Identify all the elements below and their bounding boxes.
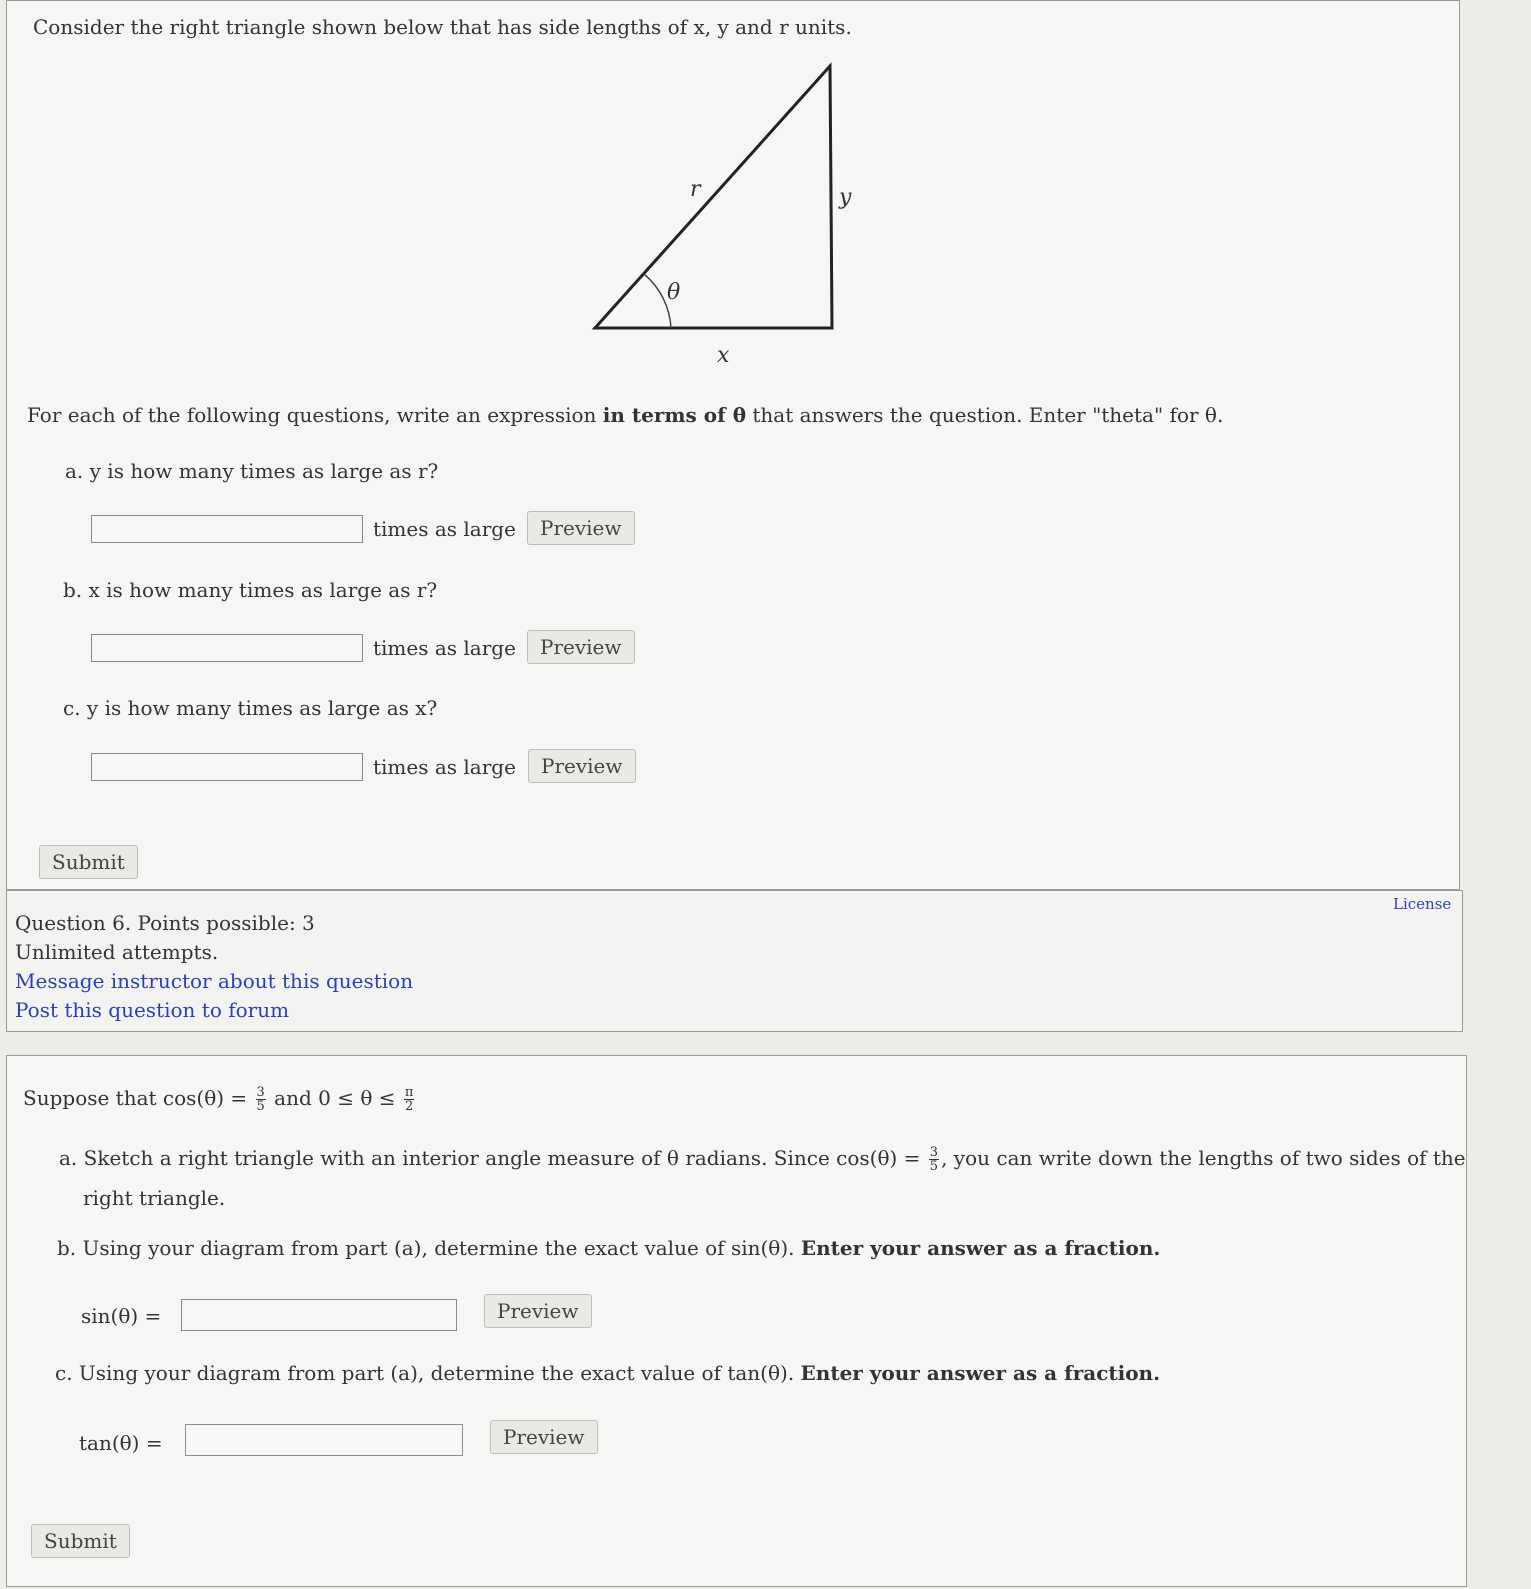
label-r: r [690, 177, 701, 202]
right-triangle-diagram [587, 56, 887, 376]
instructions [27, 403, 1223, 427]
part-a-answer-input[interactable] [91, 515, 363, 543]
submit-button-q6[interactable]: Submit [31, 1524, 130, 1558]
part-a-text-line1 [59, 1146, 1466, 1173]
instructions-pre: For each of the following questions, write an expression [27, 403, 603, 427]
question-intro: Consider the right triangle shown below that has side lengths of x, y and r units. [33, 15, 852, 39]
part-b-suffix: times as large [373, 636, 516, 660]
tan-label: tan(θ) = [79, 1431, 163, 1455]
cos-fraction-num: 3 [256, 1085, 265, 1100]
instructions-post: that answers the question. Enter "theta" for θ. [746, 403, 1224, 427]
question-5-panel [6, 0, 1460, 890]
part-a-suffix: times as large [373, 517, 516, 541]
part-c-answer-input[interactable] [91, 753, 363, 781]
part-b-text-pre: b. Using your diagram from part (a), determine the exact value of sin(θ). [57, 1236, 801, 1260]
license-link[interactable]: License [1393, 895, 1452, 913]
part-a-cos-fraction [929, 1146, 939, 1173]
label-y: y [839, 185, 852, 210]
stem-pre: Suppose that cos(θ) = [23, 1086, 254, 1110]
pi-fraction-den: 2 [405, 1099, 414, 1114]
tan-answer-input[interactable] [185, 1424, 463, 1456]
part-a-cos-fraction-den: 5 [929, 1159, 939, 1174]
part-a-text-line2: right triangle. [83, 1186, 226, 1210]
part-c-suffix: times as large [373, 755, 516, 779]
part-b-text-bold: Enter your answer as a fraction. [800, 1236, 1161, 1260]
part-b-prompt: b. x is how many times as large as r? [63, 578, 438, 602]
cos-fraction [256, 1086, 266, 1113]
part-c-text-pre: c. Using your diagram from part (a), determine the exact value of tan(θ). [55, 1361, 801, 1385]
part-a-text-2: , you can write down the lengths of two sides of the [941, 1146, 1466, 1170]
part-c-text [55, 1361, 1160, 1385]
part-a-text-1: a. Sketch a right triangle with an interior angle measure of θ radians. Since cos(θ) = [59, 1146, 927, 1170]
instructions-bold: in terms of θ [602, 403, 747, 427]
sin-preview-button[interactable]: Preview [484, 1294, 592, 1328]
attempts-text: Unlimited attempts. [15, 940, 219, 964]
part-b-answer-input[interactable] [91, 634, 363, 662]
question-meta-panel [6, 890, 1463, 1032]
tan-preview-button[interactable]: Preview [490, 1420, 598, 1454]
label-x: x [717, 343, 730, 368]
part-a-cos-fraction-num: 3 [929, 1145, 939, 1160]
pi-fraction-num: π [404, 1085, 414, 1100]
part-a-prompt: a. y is how many times as large as r? [65, 459, 439, 483]
part-a-preview-button[interactable]: Preview [527, 511, 635, 545]
submit-button[interactable]: Submit [39, 845, 138, 879]
question-points: Question 6. Points possible: 3 [15, 911, 315, 935]
question-6-panel [6, 1055, 1467, 1587]
part-c-prompt: c. y is how many times as large as x? [63, 696, 438, 720]
label-theta: θ [667, 280, 681, 305]
sin-label: sin(θ) = [81, 1304, 162, 1328]
question-stem [23, 1086, 416, 1113]
stem-mid: and 0 ≤ θ ≤ [267, 1086, 402, 1110]
part-c-text-bold: Enter your answer as a fraction. [800, 1361, 1161, 1385]
part-b-text [57, 1236, 1160, 1260]
post-to-forum-link[interactable]: Post this question to forum [15, 998, 290, 1022]
message-instructor-link[interactable]: Message instructor about this question [15, 969, 414, 993]
cos-fraction-den: 5 [256, 1099, 265, 1114]
sin-answer-input[interactable] [181, 1299, 457, 1331]
part-b-preview-button[interactable]: Preview [527, 630, 635, 664]
pi-fraction [404, 1086, 415, 1113]
part-c-preview-button[interactable]: Preview [528, 749, 636, 783]
